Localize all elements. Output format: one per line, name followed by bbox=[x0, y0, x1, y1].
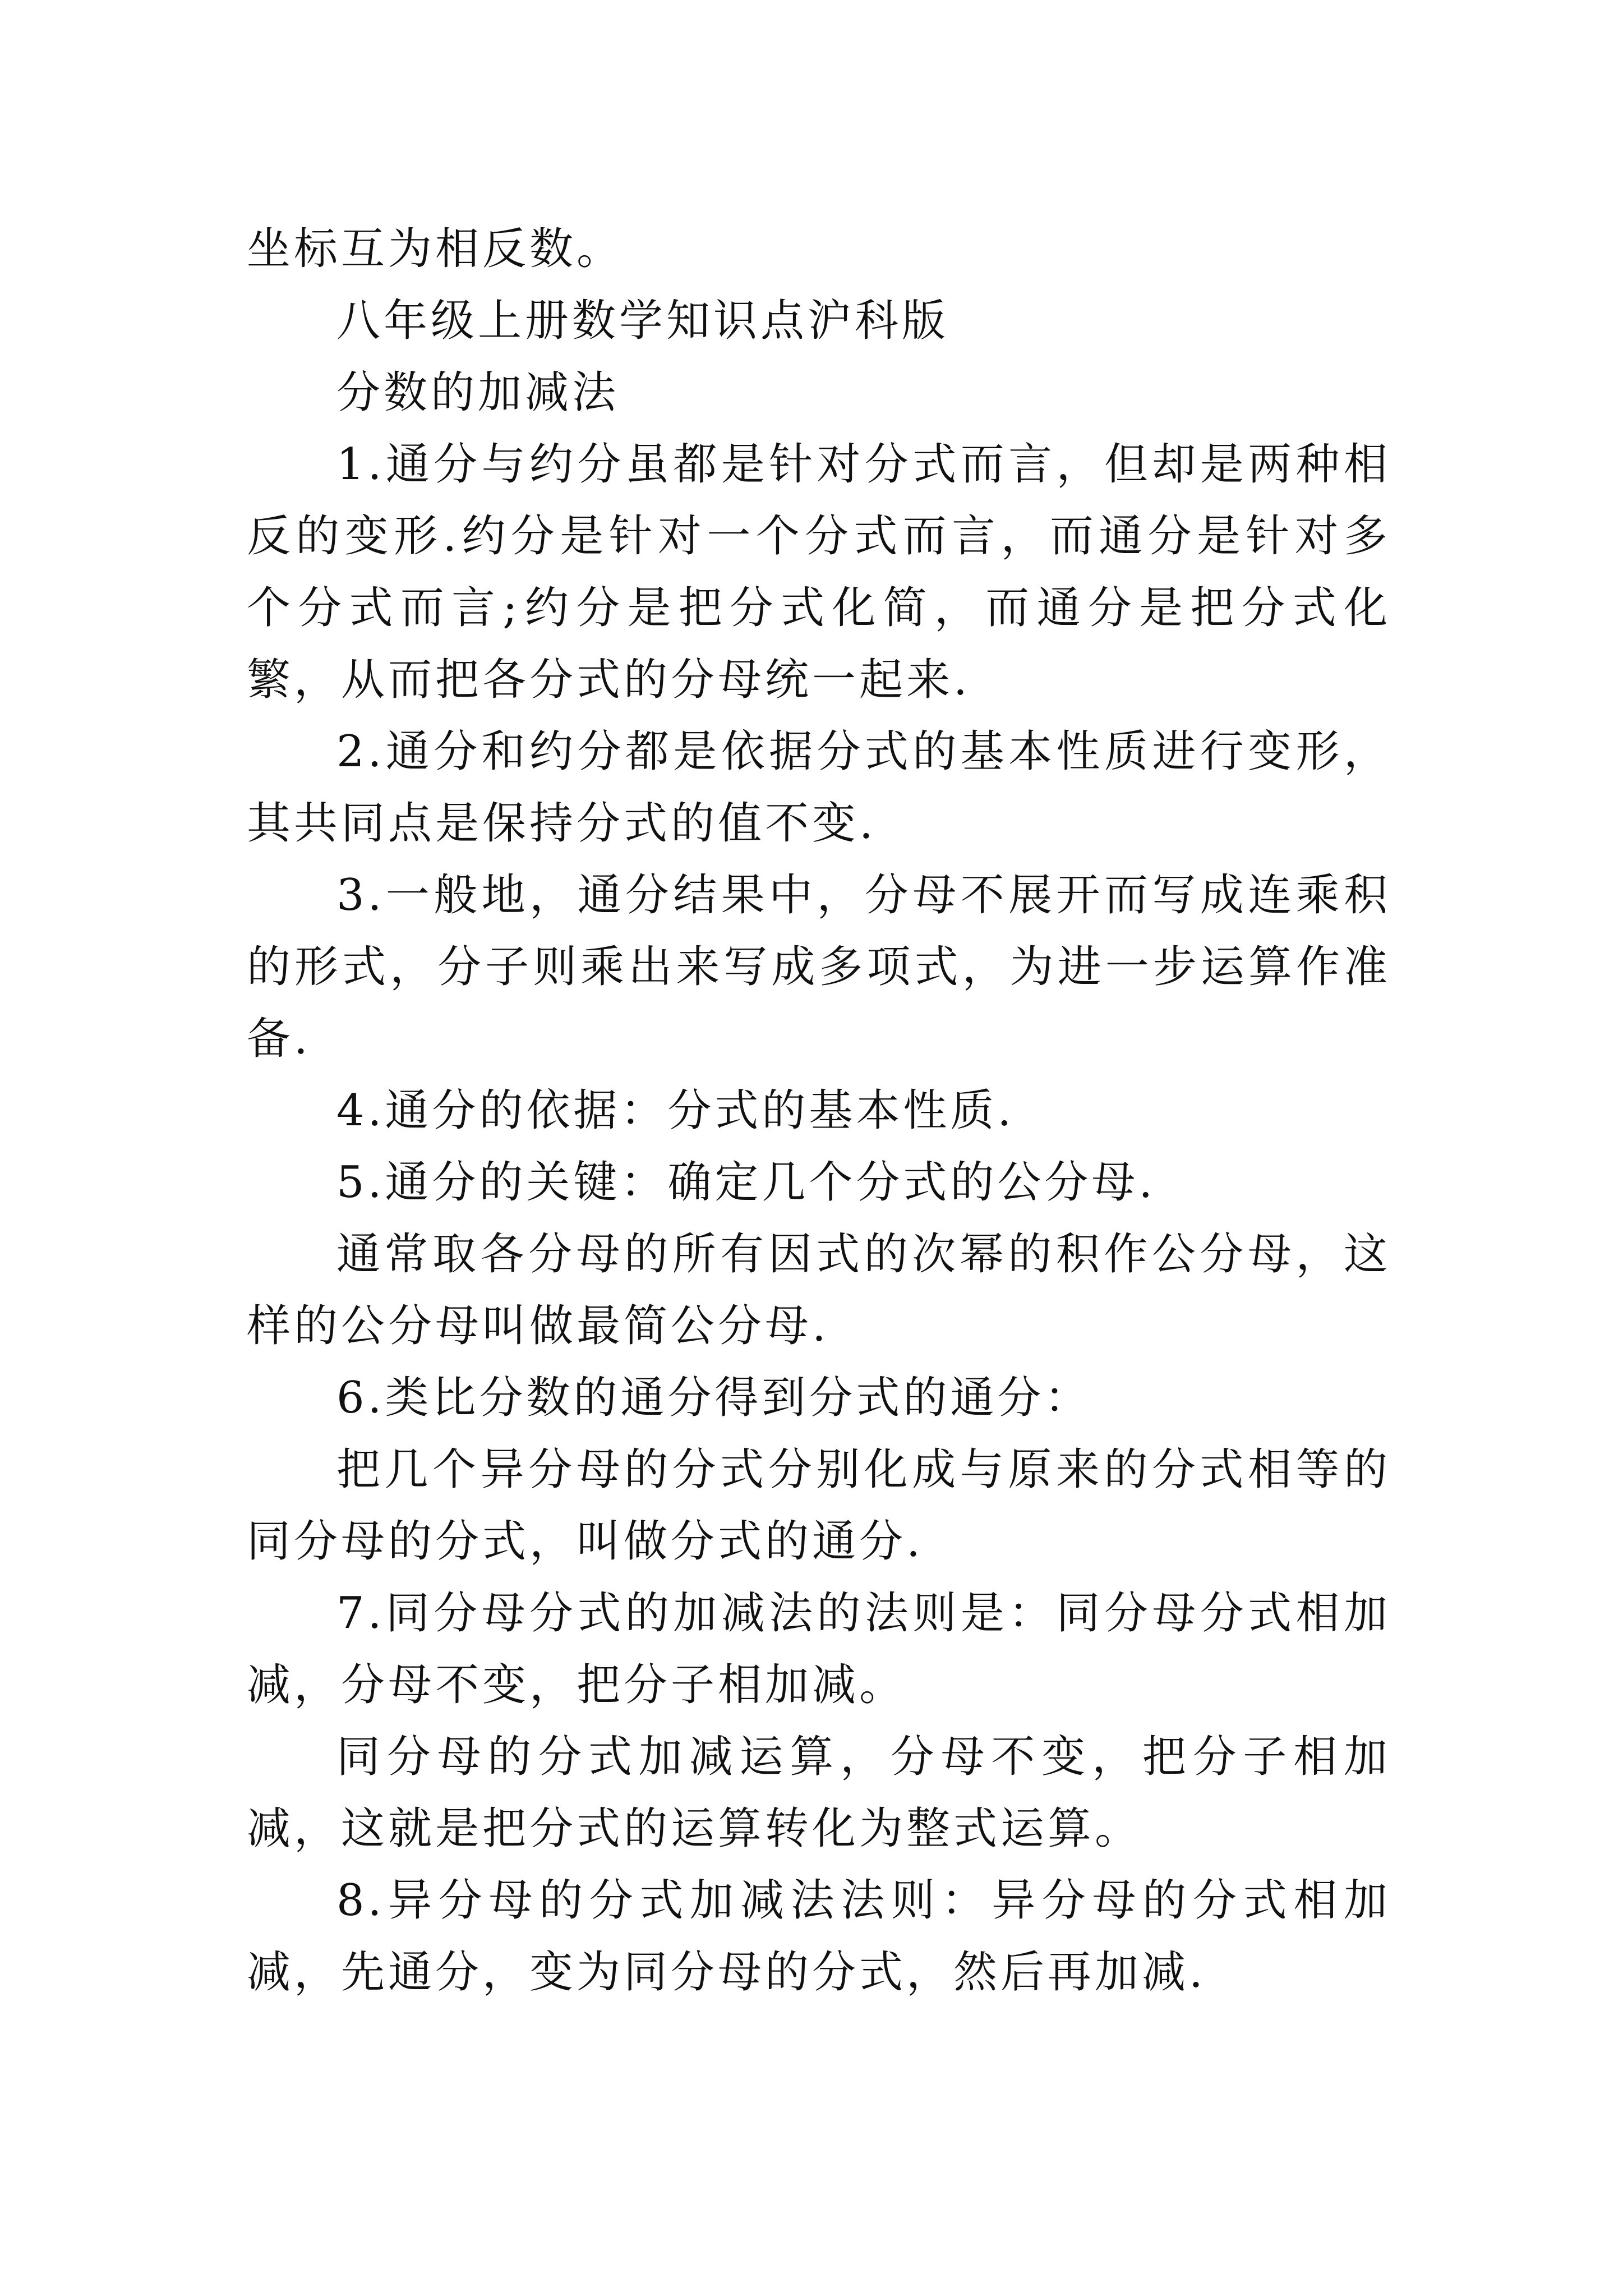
subsection-title: 分数的加减法 bbox=[336, 367, 620, 418]
paragraph-item-5: 5.通分的关键：确定几个分式的公分母. bbox=[336, 1157, 1156, 1208]
paragraph-item-1: 1.通分与约分虽都是针对分式而言，但却是两种相反的变形.约分是针对一个分式而言，而通分是针对多个分式而言;约分是把分式化简，而通分是把分式化繁，从而把各分式的分母统一起来. bbox=[247, 439, 1391, 705]
paragraph-continuation: 坐标互为相反数。 bbox=[247, 224, 624, 274]
paragraph-item-6: 6.类比分数的通分得到分式的通分： bbox=[336, 1373, 1092, 1423]
section-title: 八年级上册数学知识点沪科版 bbox=[336, 296, 949, 346]
paragraph-item-4: 4.通分的依据：分式的基本性质. bbox=[336, 1085, 1015, 1136]
document-body bbox=[247, 213, 1391, 2008]
paragraph-item-7: 7.同分母分式的加减法的法则是：同分母分式相加减，分母不变，把分子相加减。 bbox=[247, 1588, 1391, 1710]
paragraph-item-8: 8.异分母的分式加减法法则：异分母的分式相加减，先通分，变为同分母的分式，然后再加减. bbox=[247, 1875, 1391, 1998]
paragraph-definition-common-denominator: 把几个异分母的分式分别化成与原来的分式相等的同分母的分式，叫做分式的通分. bbox=[247, 1444, 1391, 1567]
paragraph-note-same-denominator: 同分母的分式加减运算，分母不变，把分子相加减，这就是把分式的运算转化为整式运算。 bbox=[247, 1732, 1391, 1854]
paragraph-item-2: 2.通分和约分都是依据分式的基本性质进行变形，其共同点是保持分式的值不变. bbox=[247, 726, 1391, 849]
paragraph-note-common-denominator: 通常取各分母的所有因式的次幂的积作公分母，这样的公分母叫做最简公分母. bbox=[247, 1229, 1391, 1351]
paragraph-item-3: 3.一般地，通分结果中，分母不展开而写成连乘积的形式，分子则乘出来写成多项式，为进一步运算作准备. bbox=[247, 870, 1391, 1064]
